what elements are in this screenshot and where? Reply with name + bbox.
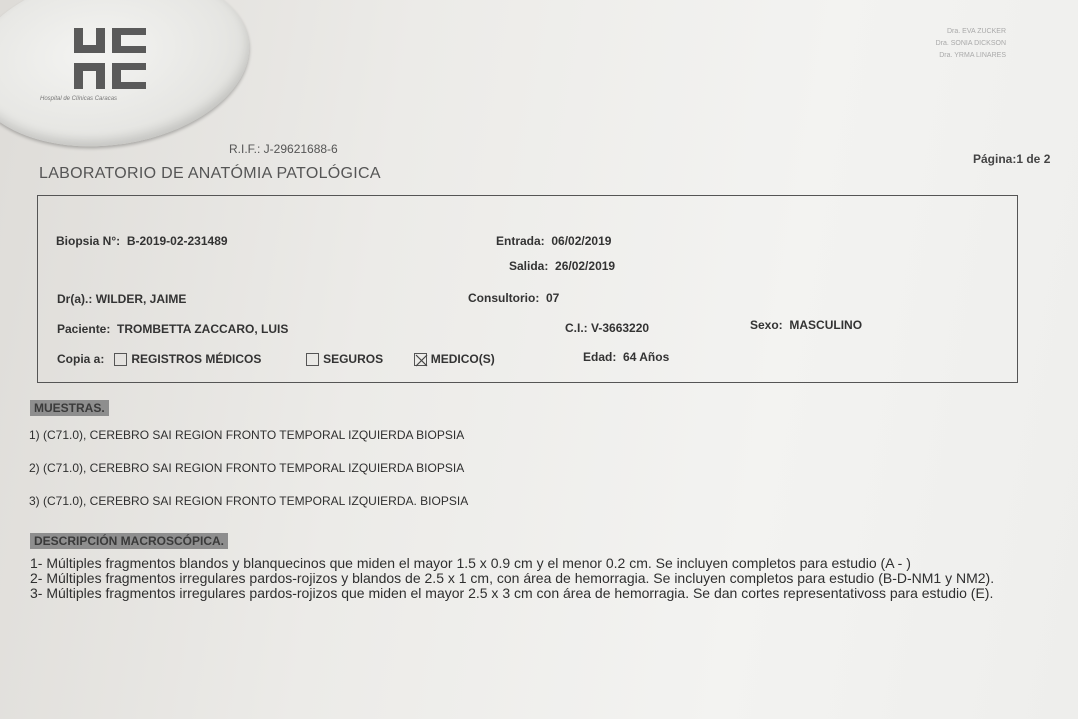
doctor-name: Dra. EVA ZUCKER — [947, 28, 1006, 35]
edad-label: Edad: — [583, 350, 617, 364]
consultorio-label: Consultorio: — [468, 291, 540, 305]
doctor-name: Dra. YRMA LINARES — [939, 52, 1006, 59]
descripcion-body — [30, 556, 1055, 601]
sexo-label: Sexo: — [750, 318, 783, 332]
salida-label: Salida: — [509, 259, 549, 273]
entrada-value: 06/02/2019 — [551, 234, 612, 248]
paciente-value: TROMBETTA ZACCARO, LUIS — [117, 322, 289, 336]
checkbox-x-icon — [415, 354, 428, 367]
logo-subtitle: Hospital de Clínicas Caracas — [40, 96, 118, 102]
entrada-label: Entrada: — [496, 234, 545, 248]
doctor-field — [57, 292, 186, 306]
ci-value: V-3663220 — [591, 321, 650, 335]
hospital-logo-icon — [74, 28, 158, 97]
biopsia-value: B-2019-02-231489 — [126, 234, 228, 248]
medicos-label: MEDICO(S) — [430, 352, 495, 366]
muestra-item: 2) (C71.0), CEREBRO SAI REGION FRONTO TEMPORAL IZQUIERDA BIOPSIA — [29, 461, 465, 475]
copia-field — [57, 352, 495, 366]
sexo-field — [750, 318, 862, 332]
seguros-label: SEGUROS — [323, 352, 384, 366]
doctor-name: Dra. SONIA DICKSON — [935, 40, 1006, 47]
biopsia-field — [56, 234, 228, 248]
copia-label: Copia a: — [57, 352, 105, 366]
registros-medicos-checkbox[interactable] — [114, 353, 127, 366]
paciente-label: Paciente: — [57, 322, 111, 336]
doctor-label: Dr(a).: — [57, 292, 93, 306]
salida-value: 26/02/2019 — [555, 259, 616, 273]
descripcion-item: 1- Múltiples fragmentos blandos y blanquecinos que miden el mayor 1.5 x 0.9 cm y el menor 0.2 cm. Se incluyen completos para estudio (A - ) — [30, 555, 911, 571]
muestras-section-title: MUESTRAS. — [30, 400, 109, 416]
seguros-checkbox[interactable] — [306, 353, 319, 366]
muestra-item: 3) (C71.0), CEREBRO SAI REGION FRONTO TEMPORAL IZQUIERDA. BIOPSIA — [29, 494, 469, 508]
consultorio-field — [468, 291, 559, 305]
descripcion-item: 3- Múltiples fragmentos irregulares pardos-rojizos que miden el mayor 2.5 x 3 cm con área de hemorragia. Se dan cortes representativoss para estudio (E). — [30, 585, 994, 601]
edad-field — [583, 350, 669, 364]
muestra-item: 1) (C71.0), CEREBRO SAI REGION FRONTO TEMPORAL IZQUIERDA BIOPSIA — [29, 428, 465, 442]
paciente-field — [57, 322, 288, 336]
salida-field — [509, 259, 615, 273]
lab-title: LABORATORIO DE ANATÓMIA PATOLÓGICA — [39, 165, 381, 182]
medicos-checkbox[interactable] — [414, 353, 427, 366]
ci-label: C.I.: — [565, 321, 588, 335]
entrada-field — [496, 234, 611, 248]
patient-info-box — [37, 195, 1018, 383]
consultorio-value: 07 — [546, 291, 560, 305]
sexo-value: MASCULINO — [789, 318, 863, 332]
edad-value: 64 Años — [623, 350, 670, 364]
doctors-list — [936, 26, 1006, 62]
doctor-value: WILDER, JAIME — [95, 292, 187, 306]
descripcion-item: 2- Múltiples fragmentos irregulares pardos-rojizos y blandos de 2.5 x 1 cm, con área de hemorragia. Se incluyen completos para estudio (B-D-NM1 y NM2). — [30, 570, 995, 586]
biopsia-label: Biopsia N°: — [56, 234, 121, 248]
registros-medicos-label: REGISTROS MÉDICOS — [131, 352, 262, 366]
descripcion-section-title: DESCRIPCIÓN MACROSCÓPICA. — [30, 533, 228, 549]
rif-number: R.I.F.: J-29621688-6 — [229, 142, 338, 156]
page-number: Página:1 de 2 — [973, 152, 1051, 166]
ci-field — [565, 321, 649, 335]
